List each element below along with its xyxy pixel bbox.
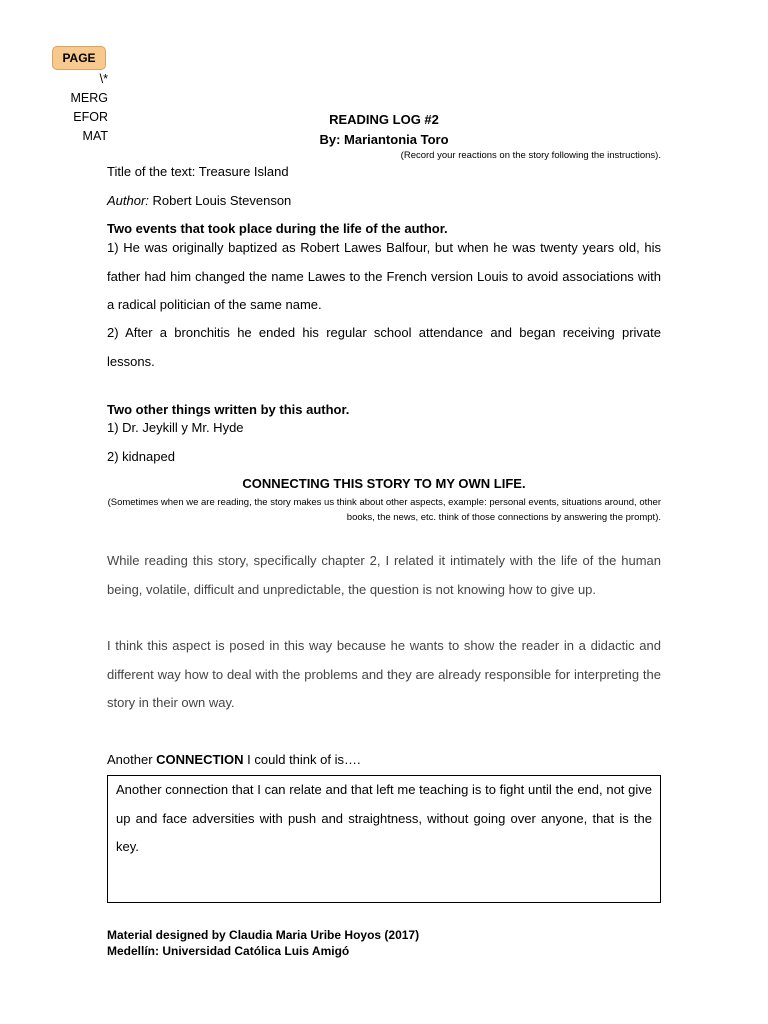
field-code-line: \*	[99, 72, 108, 86]
author-line	[107, 193, 661, 208]
prompt-keyword: CONNECTION	[156, 752, 244, 767]
field-code-line: EFOR	[73, 110, 108, 124]
answer-text: Another connection that I can relate and that left me teaching is to fight until the end, not give up and face adversities with push and straightness, without going over anyone, that is the key.	[116, 782, 652, 854]
writing-item-1: 1) Dr. Jeykill y Mr. Hyde	[107, 420, 244, 435]
connection-paragraph-2: I think this aspect is posed in this way because he wants to show the reader in a didactic and different way how to deal with the problems and they are already responsible for interpreting the story in their own way.	[107, 638, 661, 710]
page-field-badge: PAGE	[52, 46, 106, 70]
event-item-2: 2) After a bronchitis he ended his regular school attendance and began receiving private lessons.	[107, 325, 661, 369]
footer-line-2: Medellín: Universidad Católica Luis Amigó	[107, 944, 350, 958]
event-item-1: 1) He was originally baptized as Robert Lawes Balfour, but when he was twenty years old, his father had him changed the name Lawes to the French version Louis to avoid associations with a radical politician of the same name.	[107, 240, 661, 312]
author-value: Robert Louis Stevenson	[148, 193, 292, 208]
author-label: Author:	[107, 193, 149, 208]
footer-credits	[107, 927, 419, 959]
record-instruction: (Record your reactions on the story following the instructions).	[400, 150, 661, 161]
another-connection-prompt	[107, 752, 661, 767]
connecting-instruction: (Sometimes when we are reading, the story makes us think about other aspects, example: personal events, situations around, other books, the news, etc. think of those connections by answering the prompt).	[107, 497, 661, 523]
document-title: READING LOG #2	[329, 112, 439, 127]
footer-line-1: Material designed by Claudia Maria Uribe Hoyos (2017)	[107, 928, 420, 942]
document-byline: By: Mariantonia Toro	[319, 132, 449, 147]
answer-box	[107, 775, 661, 903]
connecting-heading: CONNECTING THIS STORY TO MY OWN LIFE.	[242, 476, 526, 491]
connection-paragraph-1: While reading this story, specifically chapter 2, I related it intimately with the life of the human being, volatile, difficult and unpredictable, the question is not knowing how to give up.	[107, 553, 661, 597]
text-title-line: Title of the text: Treasure Island	[107, 164, 289, 179]
mergeformat-field-code	[58, 70, 108, 146]
writing-item-2: 2) kidnaped	[107, 449, 175, 464]
field-code-line: MAT	[82, 129, 108, 143]
writings-heading: Two other things written by this author.	[107, 402, 350, 417]
prompt-suffix: I could think of is….	[243, 752, 361, 767]
events-heading: Two events that took place during the life of the author.	[107, 221, 448, 236]
field-code-line: MERG	[70, 91, 108, 105]
prompt-prefix: Another	[107, 752, 157, 767]
